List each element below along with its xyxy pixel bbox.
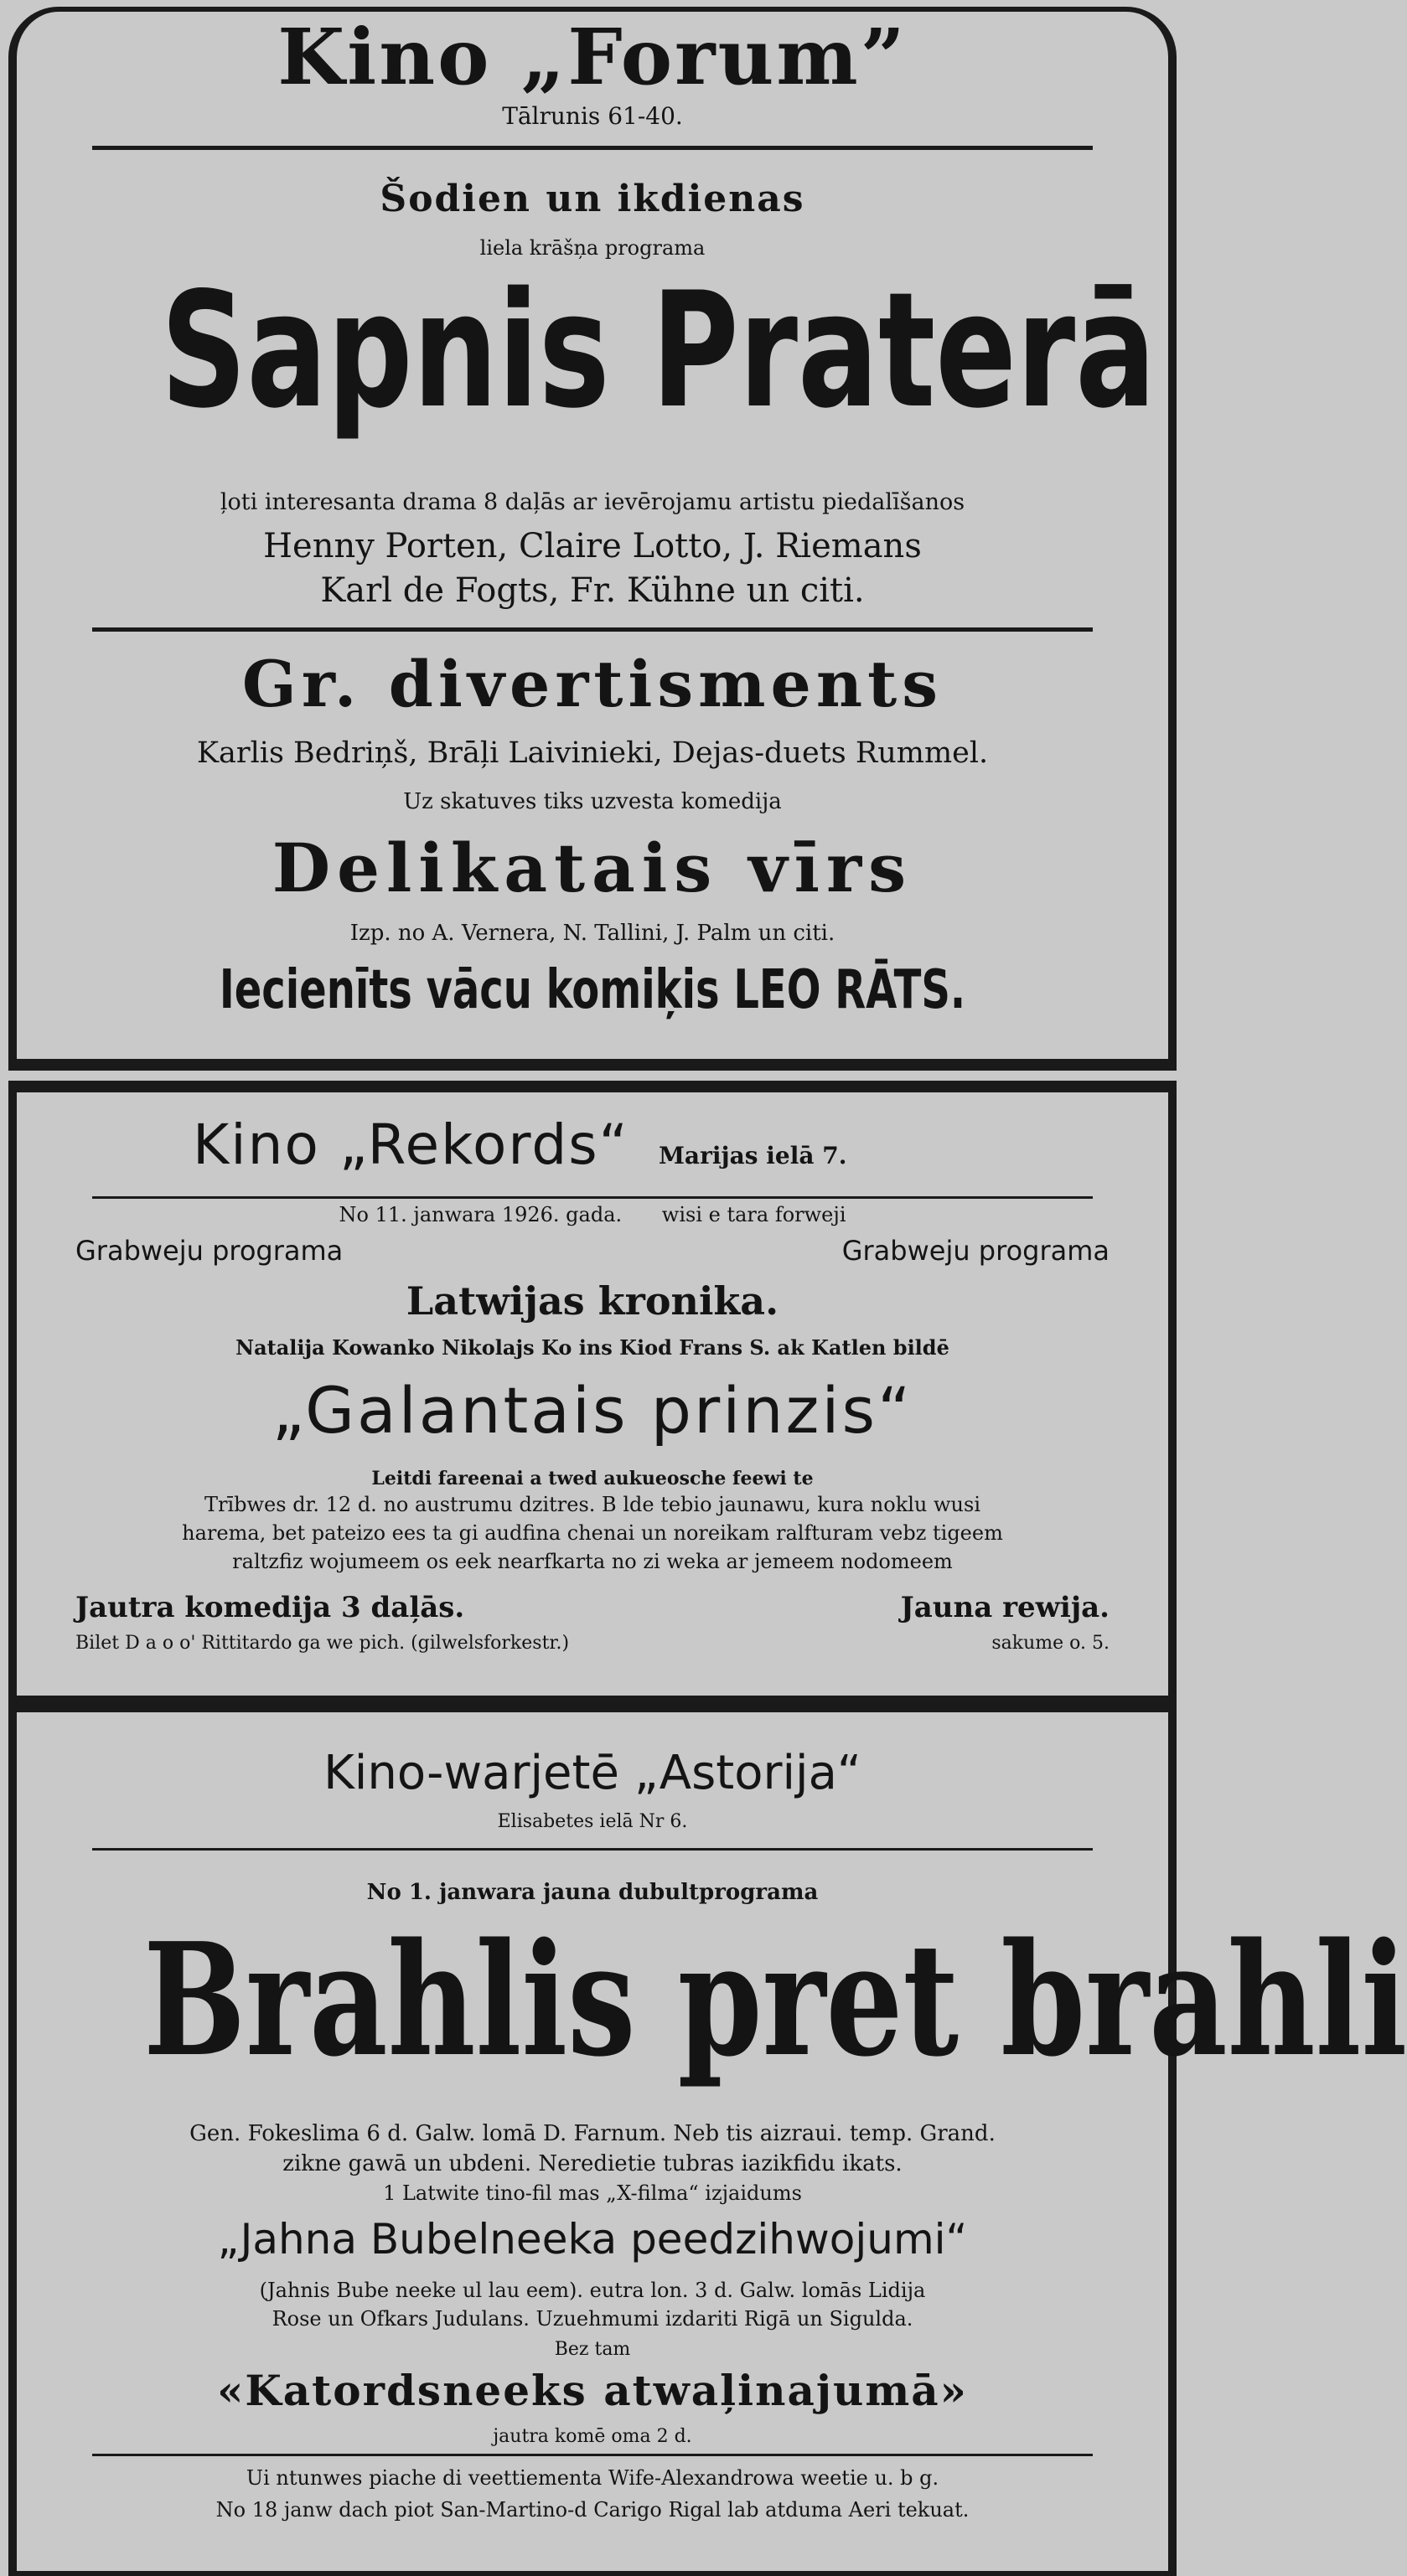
astorija-text-2: zikne gawā un ubdeni. Neredietie tubras iazikfidu ikats.	[282, 2151, 903, 2176]
divider	[92, 1848, 1093, 1851]
rekords-program-right: Grabweju programa	[841, 1235, 1110, 1267]
astorija-bottom-2: No 18 janw dach piot San-Martino-d Carigo Rigal lab atduma Aeri tekuat.	[215, 2498, 970, 2522]
rekords-desc-4: raltzfiz wojumeem os eek nearfkarta no zi weka ar jemeem nodomeem	[232, 1550, 953, 1573]
rekords-program-left: Grabweju programa	[75, 1235, 344, 1267]
rekords-revue: Jauna rewija.	[900, 1591, 1110, 1624]
forum-phone: Tālrunis 61-40.	[502, 102, 683, 130]
astorija-text-5: Rose un Ofkars Judulans. Uzuehmumi izdariti Rigā un Sigulda.	[272, 2307, 913, 2331]
astorija-address: Elisabetes ielā Nr 6.	[497, 1811, 688, 1832]
rekords-date-row	[17, 1203, 1168, 1226]
divider	[92, 627, 1093, 632]
forum-comedy-intro: Uz skatuves tiks uzvesta komedija	[403, 789, 782, 814]
rekords-footer-right: sakume o. 5.	[991, 1633, 1110, 1654]
astorija-text-3: 1 Latwite tino-fil mas „X-filma“ izjaidums	[383, 2181, 802, 2205]
astorija-title-text: Kino-warjetē „Astorija“	[323, 1746, 861, 1800]
rekords-desc-1: Leitdi fareenai a twed aukueosche feewi te	[371, 1468, 814, 1489]
forum-divertisment: Gr. divertisments	[241, 647, 944, 721]
rekords-desc-3: harema, bet pateizo ees ta gi audfina chenai un noreikam ralfturam vebz tigeem	[182, 1521, 1003, 1545]
forum-today: Šodien un ikdienas	[380, 178, 805, 220]
astorija-film-2: „Jahna Bubelneeka peedzihwojumi“	[217, 2215, 968, 2264]
rekords-film-title: „Galantais prinzis“	[272, 1373, 913, 1448]
astorija-title	[17, 1746, 1168, 1800]
forum-subtitle: liela krāšņa programa	[479, 236, 706, 260]
forum-description: ļoti interesanta drama 8 daļās ar ievērojamu artistu piedalīšanos	[220, 489, 965, 515]
astorija-film-title: Brahlis pret brahli	[143, 1908, 1407, 2091]
forum-comedy-title: Delikatais vīrs	[272, 829, 913, 907]
rekords-footer-row	[75, 1633, 1110, 1654]
forum-title: Kino „Forum”	[277, 12, 908, 102]
forum-cast-line-2: Karl de Fogts, Fr. Kühne un citi.	[320, 571, 865, 610]
rekords-date: No 11. janwara 1926. gada.	[339, 1203, 623, 1226]
rekords-bottom-row	[75, 1591, 1110, 1624]
astorija-date: No 1. janwara jauna dubultprograma	[366, 1880, 819, 1905]
astorija-film-3: «Katordsneeks atwaļinajumā»	[217, 2366, 968, 2415]
astorija-footer-line: jautra komē oma 2 d.	[493, 2426, 692, 2447]
rekords-desc-2: Trībwes dr. 12 d. no austrumu dzitres. B lde tebio jaunawu, kura noklu wusi	[204, 1493, 980, 1516]
rekords-date-extra: wisi e tara forweji	[661, 1203, 846, 1226]
astorija-besides: Bez tam	[554, 2339, 631, 2360]
forum-cast-line-1: Henny Porten, Claire Lotto, J. Riemans	[263, 527, 922, 565]
forum-film-title: Sapnis Praterā	[160, 258, 1156, 443]
forum-ad	[8, 7, 1177, 1071]
astorija-text-4: (Jahnis Bube neeke ul lau eem). eutra lon. 3 d. Galw. lomās Lidija	[259, 2279, 926, 2302]
rekords-address: Marijas ielā 7.	[658, 1142, 847, 1169]
rekords-ad	[8, 1081, 1177, 1707]
rekords-chronicle: Latwijas kronika.	[406, 1278, 779, 1324]
forum-comedy-cast: Izp. no A. Vernera, N. Tallini, J. Palm un citi.	[349, 921, 835, 946]
rekords-title: Kino „Rekords“	[193, 1112, 629, 1177]
rekords-cast: Natalija Kowanko Nikolajs Ko ins Kiod Frans S. ak Katlen bildē	[235, 1335, 949, 1360]
astorija-text-1: Gen. Fokeslima 6 d. Galw. lomā D. Farnum. Neb tis aizraui. temp. Grand.	[189, 2121, 996, 2146]
forum-performers: Karlis Bedriņš, Brāļi Laivinieki, Dejas-duets Rummel.	[196, 736, 989, 770]
divider	[92, 146, 1093, 150]
rekords-comedy: Jautra komedija 3 daļās.	[75, 1591, 465, 1624]
rekords-program-row	[75, 1235, 1110, 1267]
forum-comedian: Iecienīts vācu komiķis LEO RĀTS.	[219, 959, 966, 1021]
astorija-ad	[8, 1701, 1407, 2576]
astorija-bottom-1: Ui ntunwes piache di veettiementa Wife-Alexandrowa weetie u. b g.	[246, 2466, 939, 2490]
divider	[92, 1196, 1093, 1199]
divider	[92, 2454, 1093, 2456]
rekords-footer-left: Bilet D a o o' Rittitardo ga we pich. (gilwelsforkestr.)	[75, 1633, 570, 1654]
